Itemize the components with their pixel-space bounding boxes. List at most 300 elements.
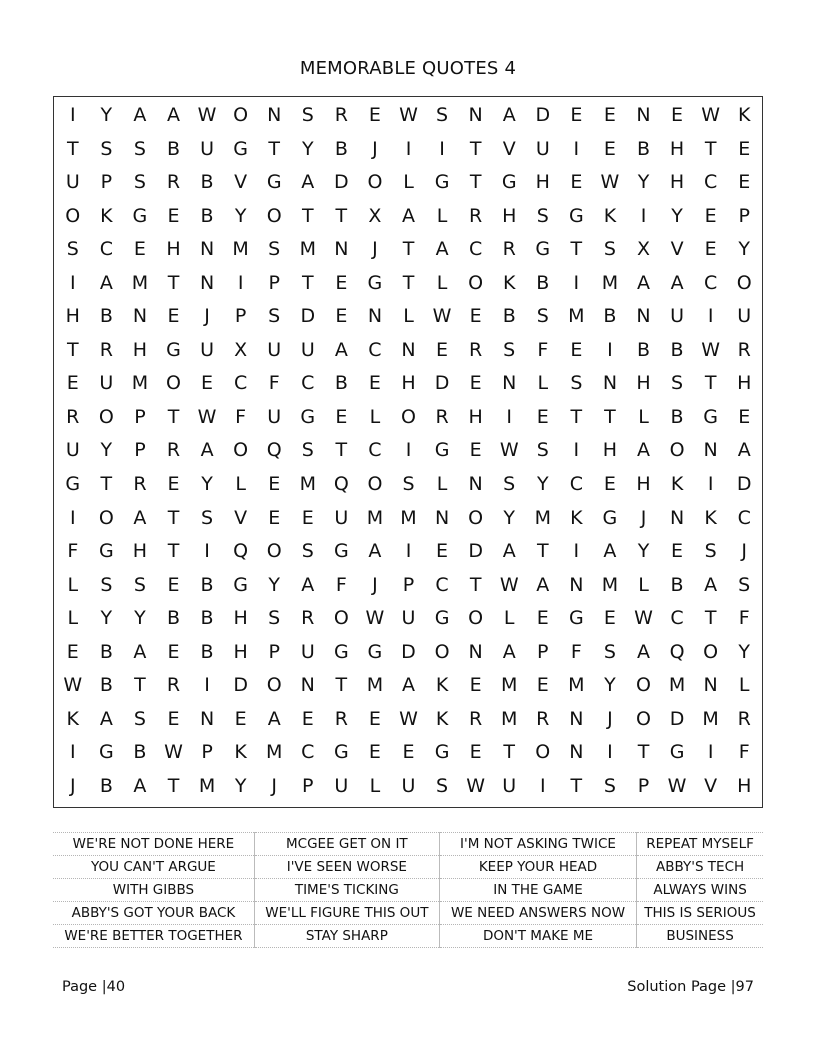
grid-letter: L (67, 573, 79, 596)
grid-letter: O (636, 707, 651, 730)
grid-letter: M (601, 271, 619, 294)
grid-letter: O (367, 171, 383, 194)
grid-letter: S (536, 305, 549, 328)
grid-letter: L (67, 607, 79, 630)
grid-letter: D (401, 640, 416, 663)
grid-letter: N (703, 674, 718, 697)
grid-letter: H (535, 171, 550, 194)
grid-letter: A (267, 707, 281, 730)
grid-letter: Y (536, 473, 549, 496)
grid-letter: O (468, 506, 484, 529)
grid-letter: A (99, 707, 113, 730)
grid-letter: C (368, 338, 382, 361)
grid-letter: O (468, 271, 484, 294)
grid-letter: U (65, 439, 80, 462)
grid-letter: T (536, 540, 549, 563)
grid-letter: I (69, 104, 76, 127)
grid-letter: I (69, 506, 76, 529)
grid-letter: G (266, 171, 282, 194)
grid-letter: B (166, 607, 181, 630)
grid-letter: T (335, 674, 348, 697)
grid-letter: B (334, 137, 348, 160)
grid-letter: J (204, 305, 210, 328)
grid-letter: S (738, 573, 751, 596)
grid-letter: M (534, 506, 551, 529)
grid-letter: I (707, 305, 714, 328)
grid-letter: N (300, 674, 315, 697)
grid-letter: A (368, 540, 382, 563)
grid-letter: B (670, 405, 684, 428)
grid-letter: S (100, 137, 113, 160)
grid-letter: E (402, 741, 415, 764)
grid-letter: T (167, 774, 180, 797)
grid-letter: R (99, 338, 113, 361)
grid-letter: F (235, 405, 247, 428)
grid-letter: I (204, 674, 210, 697)
grid-letter: S (133, 137, 146, 160)
grid-letter: M (568, 305, 585, 328)
grid-letter: P (402, 573, 415, 596)
grid-letter: S (603, 238, 616, 261)
word-list-item: WE'RE NOT DONE HERE (53, 833, 254, 856)
grid-letter: O (434, 640, 450, 663)
grid-letter: H (636, 372, 651, 395)
grid-letter: T (570, 774, 583, 797)
grid-letter: U (334, 506, 349, 529)
grid-letter: E (570, 171, 583, 194)
grid-letter: H (468, 405, 483, 428)
grid-letter: Y (100, 607, 113, 630)
grid-letter: K (603, 204, 617, 227)
grid-letter: G (166, 338, 181, 361)
grid-letter: S (268, 238, 281, 261)
grid-letter: P (537, 640, 549, 663)
grid-letter: E (469, 439, 482, 462)
grid-letter: R (469, 338, 483, 361)
grid-letter: A (502, 104, 516, 127)
grid-letter: T (469, 171, 482, 194)
grid-letter: Y (738, 238, 751, 261)
grid-letter: A (636, 640, 650, 663)
grid-letter: S (133, 171, 146, 194)
grid-letter: T (503, 741, 516, 764)
grid-letter: E (301, 506, 314, 529)
grid-letter: H (502, 204, 517, 227)
grid-letter: Y (637, 540, 650, 563)
grid-letter: L (537, 372, 549, 395)
grid-letter: G (434, 741, 450, 764)
grid-letter: S (436, 104, 449, 127)
grid-letter: P (100, 171, 113, 194)
grid-letter: M (702, 707, 719, 730)
grid-letter: N (367, 305, 383, 328)
grid-letter: E (167, 204, 180, 227)
grid-letter: E (368, 372, 381, 395)
grid-letter: J (741, 540, 748, 563)
grid-letter: N (569, 741, 584, 764)
grid-letter: E (469, 372, 482, 395)
grid-letter: T (268, 137, 281, 160)
word-list-item: YOU CAN'T ARGUE (53, 856, 254, 879)
grid-letter: R (737, 707, 751, 730)
grid-letter: H (132, 540, 148, 563)
grid-letter: B (670, 338, 684, 361)
grid-letter: A (536, 573, 550, 596)
grid-letter: E (671, 540, 684, 563)
grid-letter: W (499, 573, 519, 596)
grid-letter: I (405, 540, 412, 563)
grid-letter: O (468, 607, 484, 630)
grid-letter: A (737, 439, 751, 462)
word-list-item: ABBY'S TECH (637, 856, 763, 879)
grid-letter: A (301, 573, 315, 596)
grid-letter: I (573, 540, 580, 563)
grid-letter: W (499, 439, 519, 462)
grid-letter: Q (333, 473, 349, 496)
grid-letter: N (199, 707, 215, 730)
grid-letter: E (66, 640, 79, 663)
grid-letter: D (334, 171, 349, 194)
grid-letter: T (402, 271, 415, 294)
grid-letter: T (66, 137, 79, 160)
grid-letter: T (469, 137, 482, 160)
grid-letter: Q (233, 540, 249, 563)
grid-letter: V (234, 171, 248, 194)
grid-letter: N (434, 506, 450, 529)
grid-letter: I (237, 271, 244, 294)
grid-letter: I (707, 741, 714, 764)
grid-letter: G (300, 405, 316, 428)
grid-letter: I (69, 271, 76, 294)
grid-letter: E (671, 104, 684, 127)
grid-letter: P (738, 204, 750, 227)
grid-letter: A (636, 271, 650, 294)
grid-letter: K (737, 104, 751, 127)
grid-letter: D (233, 674, 248, 697)
grid-letter: W (701, 338, 721, 361)
grid-letter: H (669, 171, 685, 194)
grid-letter: M (266, 741, 283, 764)
grid-letter: H (401, 372, 416, 395)
word-list-item: WE NEED ANSWERS NOW (439, 902, 636, 925)
grid-letter: H (737, 774, 752, 797)
grid-letter: G (367, 271, 383, 294)
grid-letter: R (66, 405, 80, 428)
grid-letter: C (301, 741, 315, 764)
grid-letter: G (434, 607, 450, 630)
grid-letter: I (405, 137, 412, 160)
grid-letter: D (434, 372, 450, 395)
grid-letter: K (435, 674, 449, 697)
grid-letter: I (439, 137, 445, 160)
grid-letter: U (267, 338, 282, 361)
grid-letter: E (704, 204, 717, 227)
grid-letter: C (703, 271, 718, 294)
grid-letter: Y (100, 439, 113, 462)
grid-letter: O (233, 439, 249, 462)
grid-letter: Y (234, 204, 247, 227)
grid-letter: H (166, 238, 181, 261)
grid-letter: E (738, 405, 751, 428)
grid-letter: S (66, 238, 79, 261)
grid-letter: U (334, 774, 349, 797)
grid-letter: M (501, 674, 518, 697)
grid-letter: T (167, 271, 180, 294)
grid-letter: S (100, 573, 113, 596)
grid-letter: M (131, 271, 149, 294)
word-list-item: BUSINESS (637, 925, 763, 948)
grid-letter: I (707, 473, 714, 496)
grid-letter: Y (301, 137, 314, 160)
grid-letter: B (99, 774, 113, 797)
grid-letter: R (536, 707, 550, 730)
grid-letter: T (167, 506, 180, 529)
grid-letter: G (65, 473, 81, 496)
grid-letter: H (737, 372, 752, 395)
word-list-item: IN THE GAME (439, 879, 636, 902)
grid-letter: E (704, 238, 717, 261)
grid-letter: T (704, 372, 717, 395)
grid-letter: C (468, 238, 483, 261)
grid-letter: E (335, 305, 348, 328)
grid-letter: M (198, 774, 216, 797)
grid-letter: O (736, 271, 752, 294)
grid-letter: K (66, 707, 80, 730)
grid-letter: O (233, 104, 249, 127)
grid-letter: F (537, 338, 549, 361)
grid-letter: W (197, 104, 217, 127)
grid-letter: U (300, 338, 315, 361)
grid-letter: B (200, 640, 214, 663)
grid-letter: I (506, 405, 513, 428)
grid-letter: E (368, 707, 381, 730)
word-list-item: MCGEE GET ON IT (254, 833, 439, 856)
grid-letter: U (65, 171, 80, 194)
grid-letter: Q (669, 640, 685, 663)
grid-letter: E (201, 372, 214, 395)
grid-letter: T (704, 607, 717, 630)
grid-letter: K (100, 204, 113, 227)
grid-letter: B (200, 171, 214, 194)
grid-letter: E (738, 137, 751, 160)
grid-letter: T (570, 405, 583, 428)
grid-letter: U (200, 338, 215, 361)
grid-letter: N (502, 372, 517, 395)
grid-letter: W (197, 405, 217, 428)
grid-letter: S (268, 607, 281, 630)
grid-letter: P (268, 640, 280, 663)
grid-letter: C (703, 171, 718, 194)
grid-letter: E (469, 741, 482, 764)
grid-letter: O (535, 741, 551, 764)
grid-letter: G (535, 238, 551, 261)
grid-letter: S (704, 540, 717, 563)
grid-letter: H (669, 137, 685, 160)
word-list-item: STAY SHARP (254, 925, 439, 948)
grid-letter: K (670, 473, 684, 496)
grid-letter: E (167, 707, 180, 730)
grid-letter: E (368, 741, 381, 764)
grid-letter: O (98, 506, 114, 529)
grid-letter: L (403, 305, 414, 328)
grid-letter: O (98, 405, 114, 428)
grid-letter: N (401, 338, 416, 361)
grid-letter: E (335, 271, 348, 294)
grid-letter: L (235, 473, 246, 496)
grid-letter: G (602, 506, 618, 529)
grid-letter: E (603, 607, 616, 630)
grid-letter: A (334, 338, 348, 361)
grid-letter: W (365, 607, 385, 630)
grid-letter: I (607, 338, 613, 361)
grid-letter: P (302, 774, 314, 797)
grid-letter: Y (234, 774, 247, 797)
grid-letter: A (166, 104, 180, 127)
grid-letter: M (501, 707, 518, 730)
grid-letter: M (366, 674, 384, 697)
grid-letter: G (333, 640, 349, 663)
grid-letter: C (435, 573, 449, 596)
grid-letter: T (637, 741, 650, 764)
grid-letter: S (671, 372, 684, 395)
grid-letter: H (602, 439, 618, 462)
grid-letter: E (167, 473, 180, 496)
word-list-row (53, 856, 763, 879)
grid-letter: S (503, 473, 516, 496)
grid-letter: J (372, 137, 378, 160)
word-list-row (53, 925, 763, 948)
grid-letter: V (704, 774, 718, 797)
grid-letter: H (233, 640, 248, 663)
grid-letter: G (98, 540, 114, 563)
grid-letter: R (469, 204, 483, 227)
grid-letter: A (603, 540, 617, 563)
grid-letter: F (738, 741, 750, 764)
grid-letter: S (301, 540, 314, 563)
grid-letter: A (502, 640, 516, 663)
grid-letter: Y (604, 674, 616, 697)
grid-letter: H (233, 607, 248, 630)
grid-letter: O (636, 674, 651, 697)
grid-letter: L (503, 607, 515, 630)
grid-letter: E (570, 338, 583, 361)
grid-letter: D (535, 104, 551, 127)
grid-letter: I (573, 137, 580, 160)
grid-letter: K (502, 271, 516, 294)
word-list-item: TIME'S TICKING (254, 879, 439, 902)
word-list-item: WITH GIBBS (53, 879, 254, 902)
grid-letter: L (436, 204, 448, 227)
grid-letter: X (636, 238, 650, 261)
grid-letter: I (204, 540, 210, 563)
grid-letter: G (333, 741, 349, 764)
grid-letter: M (299, 473, 316, 496)
grid-letter: F (335, 573, 347, 596)
word-list-row (53, 902, 763, 925)
grid-letter: L (369, 774, 381, 797)
grid-letter: O (367, 473, 383, 496)
grid-letter: I (573, 271, 580, 294)
grid-letter: M (601, 573, 619, 596)
grid-letter: F (67, 540, 79, 563)
grid-letter: E (469, 305, 482, 328)
grid-letter: T (704, 137, 717, 160)
grid-letter: R (469, 707, 483, 730)
grid-letter: N (468, 640, 483, 663)
grid-letter: I (607, 741, 613, 764)
grid-letter: O (669, 439, 685, 462)
grid-letter: W (600, 171, 620, 194)
grid-letter: C (99, 238, 113, 261)
word-list-item: REPEAT MYSELF (637, 833, 763, 856)
grid-letter: J (372, 238, 378, 261)
grid-letter: W (466, 774, 486, 797)
grid-letter: S (570, 372, 583, 395)
grid-letter: D (736, 473, 752, 496)
grid-letter: N (602, 372, 618, 395)
grid-letter: T (66, 338, 79, 361)
grid-letter: T (335, 439, 348, 462)
grid-letter: B (636, 338, 651, 361)
word-list-item: I'VE SEEN WORSE (254, 856, 439, 879)
grid-letter: R (133, 473, 147, 496)
grid-letter: D (669, 707, 685, 730)
grid-letter: I (539, 774, 546, 797)
grid-letter: S (402, 473, 415, 496)
grid-letter: E (268, 473, 281, 496)
grid-letter: Y (134, 607, 146, 630)
grid-letter: N (267, 104, 282, 127)
grid-letter: J (271, 774, 278, 797)
grid-letter: G (333, 540, 349, 563)
grid-letter: G (132, 204, 148, 227)
grid-letter: A (200, 439, 214, 462)
grid-letter: F (268, 372, 280, 395)
grid-letter: M (568, 674, 585, 697)
grid-letter: W (634, 607, 653, 630)
grid-letter: E (536, 674, 549, 697)
grid-letter: G (367, 640, 383, 663)
grid-letter: N (199, 238, 215, 261)
grid-letter: A (401, 674, 415, 697)
grid-letter: B (200, 204, 214, 227)
grid-letter: O (703, 640, 719, 663)
grid-letter: A (133, 104, 147, 127)
grid-letter: P (134, 405, 146, 428)
word-list-item: I'M NOT ASKING TWICE (439, 833, 636, 856)
grid-letter: U (401, 607, 416, 630)
grid-letter: K (435, 707, 449, 730)
grid-letter: W (432, 305, 452, 328)
grid-letter: P (268, 271, 280, 294)
grid-letter: I (405, 439, 412, 462)
grid-letter: B (502, 305, 516, 328)
grid-letter: P (637, 774, 650, 797)
grid-letter: B (334, 372, 348, 395)
grid-letter: T (301, 204, 314, 227)
grid-letter: W (399, 104, 418, 127)
page-number: Page |40 (62, 979, 126, 995)
grid-letter: V (234, 506, 248, 529)
word-list (53, 832, 763, 948)
grid-letter: G (233, 573, 248, 596)
grid-letter: C (737, 506, 751, 529)
grid-letter: B (636, 137, 651, 160)
grid-letter: R (166, 171, 181, 194)
grid-letter: K (570, 506, 583, 529)
grid-letter: L (638, 573, 649, 596)
word-list-item: THIS IS SERIOUS (637, 902, 763, 925)
